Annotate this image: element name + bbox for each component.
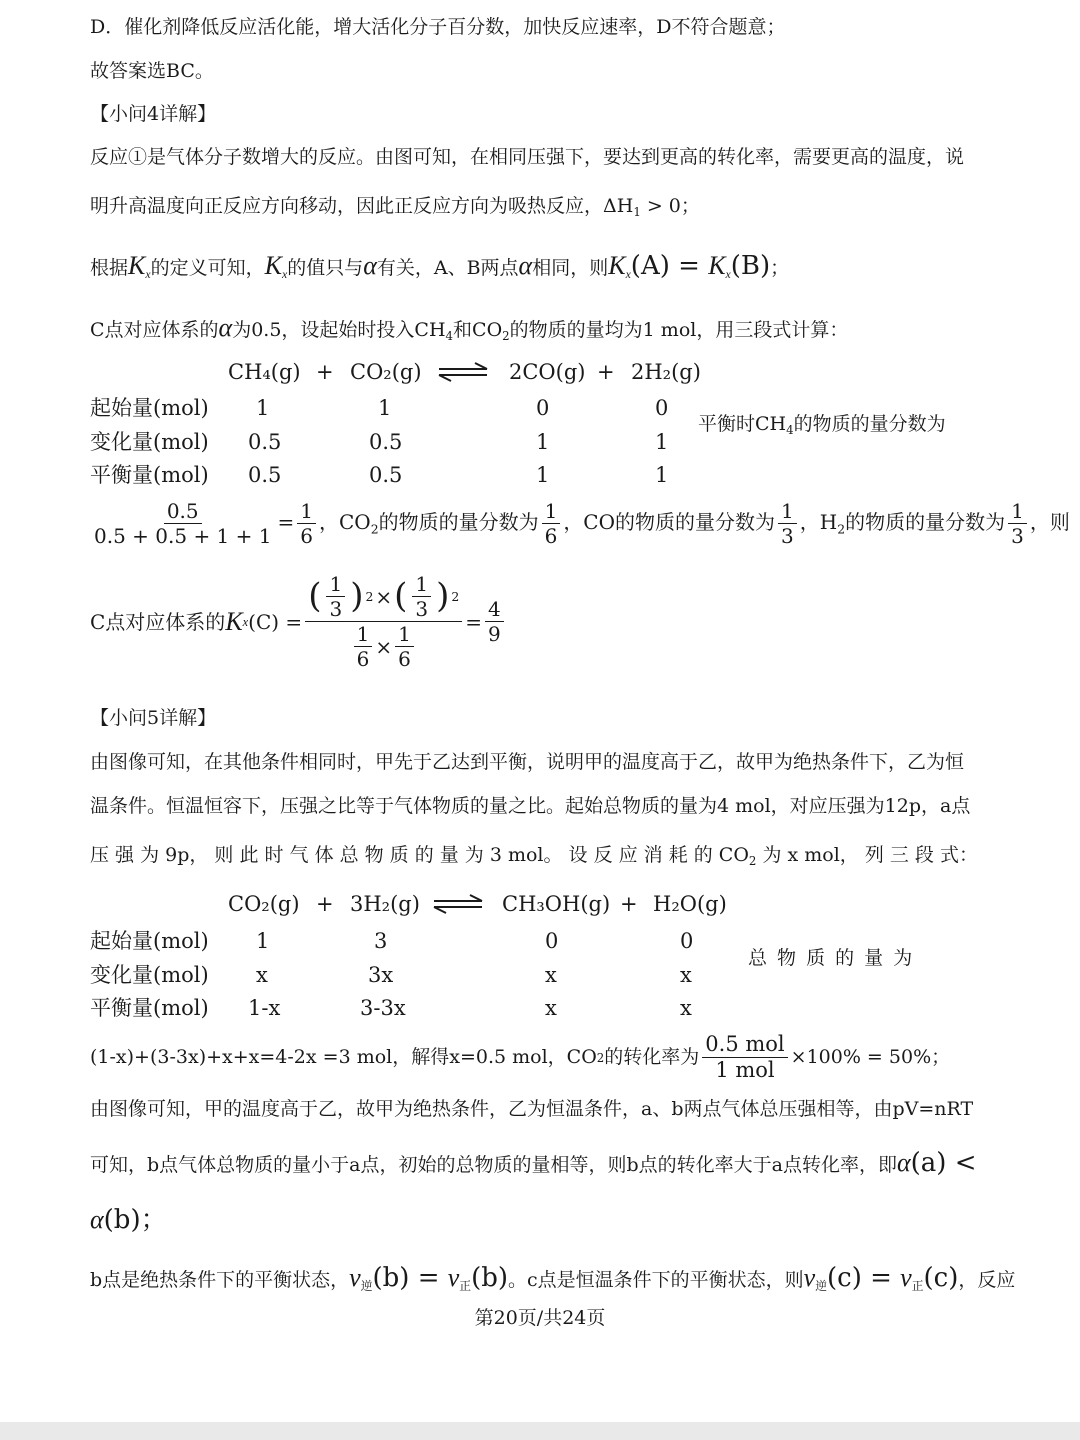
conversion-line: (1-x)+(3-3x)+x+x=4-2x =3 mol，解得x=0.5 mol， CO 2 的转化率为 $\frac{\text{0.5 mol}}{\text{1 mol}}$ ×100% = 50%； bbox=[90, 1032, 951, 1083]
table1-cell: 1 bbox=[536, 463, 550, 487]
table1-header-h2: 2H₂(g) bbox=[631, 360, 701, 384]
text-line-d: D．催化剂降低反应活化能，增大活化分子百分数，加快反应速率，D不符合题意； bbox=[90, 16, 786, 38]
note-total-moles: 总 物 质 的 量 为 bbox=[748, 947, 915, 969]
table2-header-plus2: + bbox=[620, 892, 638, 916]
scan-edge bbox=[0, 1422, 1080, 1440]
text-q5-line5: 可知，b点气体总物质的量小于a点，初始的总物质的量相等，则b点的转化率大于a点转化率，即α(a) < bbox=[90, 1148, 977, 1178]
table1-header-co2: CO₂(g) bbox=[350, 360, 422, 384]
table1-header-ch4: CH₄(g) bbox=[228, 360, 301, 384]
table1-row-label: 起始量(mol) bbox=[90, 396, 209, 420]
table2-header-h2o: H₂O(g) bbox=[653, 892, 727, 916]
text-q5-line7: b点是绝热条件下的平衡状态，$v_逆(b) = v_正(b)$。c点是恒温条件下的平衡状态，则$v_逆(c) = v_正(c)$，反应 bbox=[90, 1263, 1016, 1294]
table2-cell: 3x bbox=[368, 963, 394, 987]
table1-cell: 1 bbox=[256, 396, 270, 420]
table1-cell: 1 bbox=[655, 463, 669, 487]
note-ch4-fraction: 平衡时$CH_4$的物质的量分数为 bbox=[698, 413, 946, 438]
table1-cell: 0.5 bbox=[248, 463, 282, 487]
table1-cell: 0 bbox=[536, 396, 550, 420]
heading-q5: 【小问5详解】 bbox=[90, 707, 217, 729]
table2-row-label: 变化量(mol) bbox=[90, 963, 209, 987]
table2-header-h2: 3H₂(g) bbox=[350, 892, 420, 916]
table1-cell: 0.5 bbox=[369, 430, 403, 454]
table2-row-label: 平衡量(mol) bbox=[90, 996, 209, 1020]
equilibrium-arrow-icon bbox=[437, 362, 489, 382]
table2-header-plus: + bbox=[316, 892, 334, 916]
text-q5-line6: α(b)； bbox=[90, 1205, 167, 1235]
table1-row-label: 平衡量(mol) bbox=[90, 463, 209, 487]
table1-header-plus: + bbox=[316, 360, 334, 384]
text-line-answer: 故答案选BC。 bbox=[90, 60, 214, 82]
table2-row-label: 起始量(mol) bbox=[90, 929, 209, 953]
table2-cell: x bbox=[680, 963, 692, 987]
table2-cell: x bbox=[545, 963, 557, 987]
text-q4-line1: 反应①是气体分子数增大的反应。由图可知，在相同压强下，要达到更高的转化率，需要更高的温度，说 bbox=[90, 146, 965, 168]
page-footer: 第20页/共24页 bbox=[474, 1307, 606, 1329]
table1-cell: 0.5 bbox=[248, 430, 282, 454]
table2-header-ch3oh: CH₃OH(g) bbox=[502, 892, 611, 916]
text-kx-definition: 根据$K_x$的定义可知，$K_x$的值只与α有关，A、B两点α相同，则$K_x(A) = K_x(B)$； bbox=[90, 251, 790, 282]
table2-cell: x bbox=[680, 996, 692, 1020]
table2-cell: x bbox=[256, 963, 268, 987]
table1-cell: 1 bbox=[536, 430, 550, 454]
table2-cell: 0 bbox=[545, 929, 559, 953]
text-q4-line2: 明升高温度向正反应方向移动，因此正反应方向为吸热反应，$\Delta H_1 > 0$； bbox=[90, 195, 700, 220]
text-q5-line2: 温条件。恒温恒容下，压强之比等于气体物质的量之比。起始总物质的量为4 mol，对应压强为12p，a点 bbox=[90, 795, 971, 817]
equilibrium-arrow-icon bbox=[432, 894, 484, 914]
kx-c-equation: C点对应体系的 K x (C) = ( $\frac{1}{3}$ ) 2 × ( $\frac{1}{3}$ ) 2 $\frac{1}{6}$ × $\frac{1}{6}$ = $\frac{4}{9}$ bbox=[90, 573, 507, 670]
text-c-point: C点对应体系的α为0.5，设起始时投入$CH_4$和$CO_2$的物质的量均为1 mol，用三段式计算： bbox=[90, 313, 849, 344]
table1-header-plus2: + bbox=[597, 360, 615, 384]
table1-cell: 1 bbox=[655, 430, 669, 454]
table1-cell: 0 bbox=[655, 396, 669, 420]
table2-cell: 3 bbox=[374, 929, 388, 953]
mole-fractions-line: $\frac{0.5}{0.5 + 0.5 + 1 + 1}$ = $\frac{1}{6}$ ，$CO_2$的物质的量分数为 $\frac{1}{6}$ ，CO的物质的量分数为 $\frac{1}{3}$ ，$H_2$的物质的量分数为 $\frac{1}{3}$ ，则 bbox=[94, 499, 1070, 548]
table1-cell: 0.5 bbox=[369, 463, 403, 487]
table1-row-label: 变化量(mol) bbox=[90, 430, 209, 454]
table2-cell: 3-3x bbox=[360, 996, 406, 1020]
table2-cell: x bbox=[545, 996, 557, 1020]
text-q5-line3: 压 强 为 9p， 则 此 时 气 体 总 物 质 的 量 为 3 mol。 设 反 应 消 耗 的 $CO_2$ 为 x mol， 列 三 段 式： bbox=[90, 844, 978, 869]
table2-header-co2: CO₂(g) bbox=[228, 892, 300, 916]
table1-header-co: 2CO(g) bbox=[509, 360, 586, 384]
table2-cell: 1 bbox=[256, 929, 270, 953]
table1-cell: 1 bbox=[378, 396, 392, 420]
text-q5-line1: 由图像可知，在其他条件相同时，甲先于乙达到平衡，说明甲的温度高于乙，故甲为绝热条件下，乙为恒 bbox=[90, 751, 965, 773]
table2-cell: 0 bbox=[680, 929, 694, 953]
table2-cell: 1-x bbox=[248, 996, 281, 1020]
text-q5-line4: 由图像可知，甲的温度高于乙，故甲为绝热条件，乙为恒温条件，a、b两点气体总压强相等，由pV=nRT bbox=[90, 1098, 974, 1120]
heading-q4: 【小问4详解】 bbox=[90, 103, 217, 125]
